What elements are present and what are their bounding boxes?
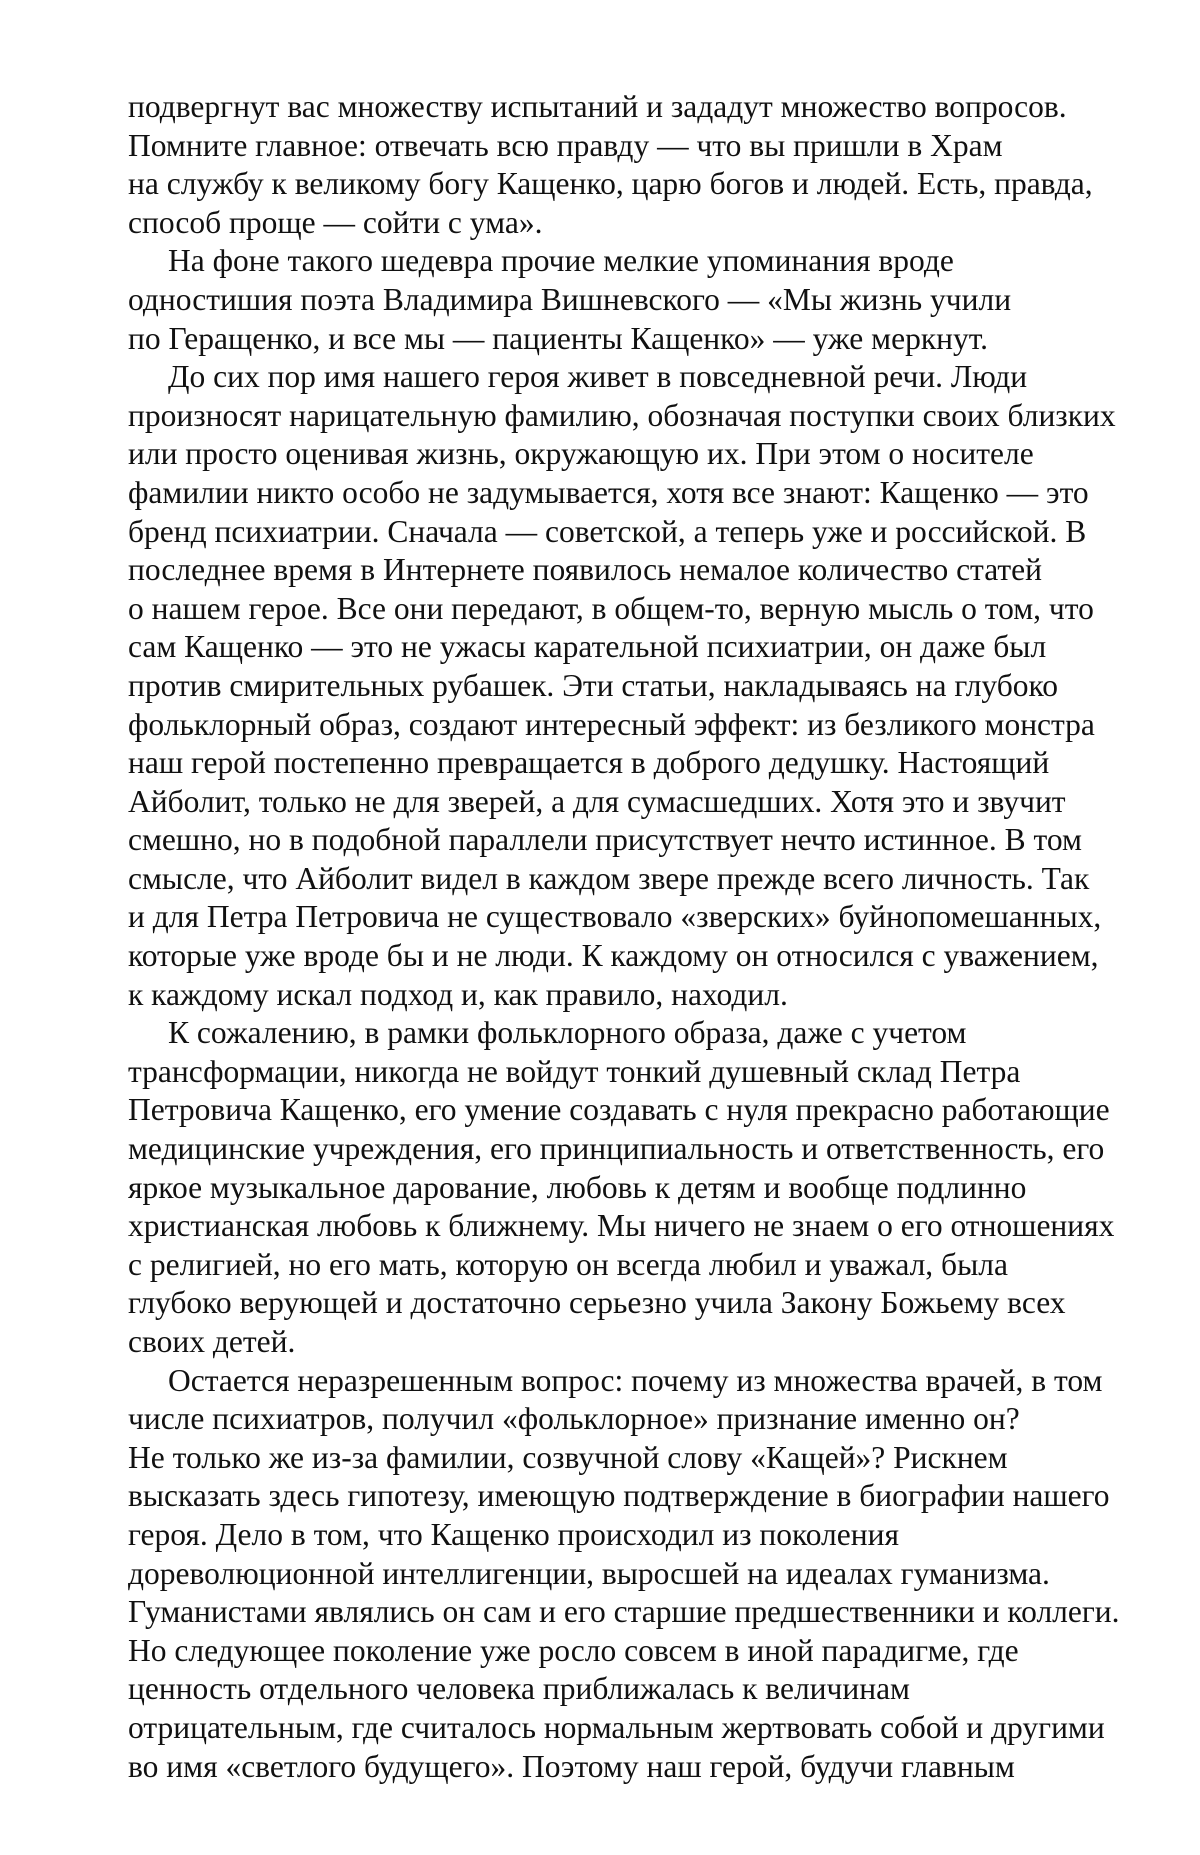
text-line: глубоко верующей и достаточно серьезно учила Закону Божьему всех (128, 1285, 1066, 1321)
paragraph-4 (128, 1014, 1128, 1361)
text-line: Остается неразрешенным вопрос: почему из множества врачей, в том (168, 1362, 1103, 1398)
text-line: Петровича Кащенко, его умение создавать с нуля прекрасно работающие (128, 1092, 1110, 1128)
text-line: высказать здесь гипотезу, имеющую подтверждение в биографии нашего (128, 1478, 1110, 1514)
text-line: по Геращенко, и все мы — пациенты Кащенко» — уже меркнут. (128, 320, 989, 356)
text-line: одностишия поэта Владимира Вишневского — «Мы жизнь учили (128, 281, 1012, 317)
text-line: яркое музыкальное дарование, любовь к детям и вообще подлинно (128, 1169, 1027, 1205)
text-line: которые уже вроде бы и не люди. К каждому он относился с уважением, (128, 938, 1099, 974)
text-line: способ проще — сойти с ума». (128, 204, 543, 240)
text-line: смысле, что Айболит видел в каждом звере прежде всего личность. Так (128, 860, 1090, 896)
text-line: числе психиатров, получил «фольклорное» признание именно он? (128, 1401, 1020, 1437)
text-line: Айболит, только не для зверей, а для сумасшедших. Хотя это и звучит (128, 783, 1066, 819)
text-line: на службу к великому богу Кащенко, царю богов и людей. Есть, правда, (128, 166, 1093, 202)
paragraph-2 (128, 242, 1128, 358)
paragraph-5 (128, 1362, 1128, 1787)
text-line: трансформации, никогда не войдут тонкий душевный склад Петра (128, 1053, 1021, 1089)
text-line: героя. Дело в том, что Кащенко происходил из поколения (128, 1516, 899, 1552)
text-line: своих детей. (128, 1324, 296, 1359)
text-line: Не только же из-за фамилии, созвучной слову «Кащей»? Рискнем (128, 1439, 1008, 1475)
text-line: произносят нарицательную фамилию, обозначая поступки своих близких (128, 397, 1116, 433)
text-line: сам Кащенко — это не ужасы карательной психиатрии, он даже был (128, 629, 1047, 665)
text-line: с религией, но его мать, которую он всегда любил и уважал, была (128, 1246, 1008, 1282)
text-line: Помните главное: отвечать всю правду — что вы пришли в Храм (128, 127, 1003, 163)
paragraph-3 (128, 358, 1128, 1014)
text-line: ценность отдельного человека приближалась к величинам (128, 1671, 910, 1707)
text-line: медицинские учреждения, его принципиальность и ответственность, его (128, 1131, 1105, 1167)
text-line: отрицательным, где считалось нормальным жертвовать собой и другими (128, 1709, 1105, 1745)
text-line: последнее время в Интернете появилось немалое количество статей (128, 552, 1042, 588)
text-line: или просто оценивая жизнь, окружающую их. При этом о носителе (128, 436, 1034, 472)
text-line: против смирительных рубашек. Эти статьи, накладываясь на глубоко (128, 667, 1058, 703)
text-line: бренд психиатрии. Сначала — советской, а теперь уже и российской. В (128, 513, 1087, 549)
text-line: Но следующее поколение уже росло совсем в иной парадигме, где (128, 1632, 1019, 1668)
text-line: к каждому искал подход и, как правило, находил. (128, 976, 788, 1012)
text-line: о нашем герое. Все они передают, в общем-то, верную мысль о том, что (128, 590, 1094, 626)
text-line: К сожалению, в рамки фольклорного образа, даже с учетом (168, 1015, 967, 1051)
text-line: и для Петра Петровича не существовало «зверских» буйнопомешанных, (128, 899, 1102, 935)
text-line: До сих пор имя нашего героя живет в повседневной речи. Люди (168, 359, 1028, 395)
document-page (128, 88, 1128, 1786)
text-line: На фоне такого шедевра прочие мелкие упоминания вроде (168, 243, 954, 279)
text-line: фольклорный образ, создают интересный эффект: из безликого монстра (128, 706, 1095, 742)
text-line: наш герой постепенно превращается в доброго дедушку. Настоящий (128, 745, 1050, 781)
text-line: подвергнут вас множеству испытаний и зададут множество вопросов. (128, 89, 1067, 124)
text-line: во имя «светлого будущего». Поэтому наш герой, будучи главным (128, 1748, 1015, 1784)
text-line: христианская любовь к ближнему. Мы ничего не знаем о его отношениях (128, 1208, 1115, 1244)
text-line: дореволюционной интеллигенции, выросшей на идеалах гуманизма. (128, 1555, 1050, 1591)
paragraph-1 (128, 88, 1128, 242)
text-line: Гуманистами являлись он сам и его старшие предшественники и коллеги. (128, 1594, 1120, 1630)
text-line: фамилии никто особо не задумывается, хотя все знают: Кащенко — это (128, 474, 1089, 510)
text-line: смешно, но в подобной параллели присутствует нечто истинное. В том (128, 822, 1082, 858)
